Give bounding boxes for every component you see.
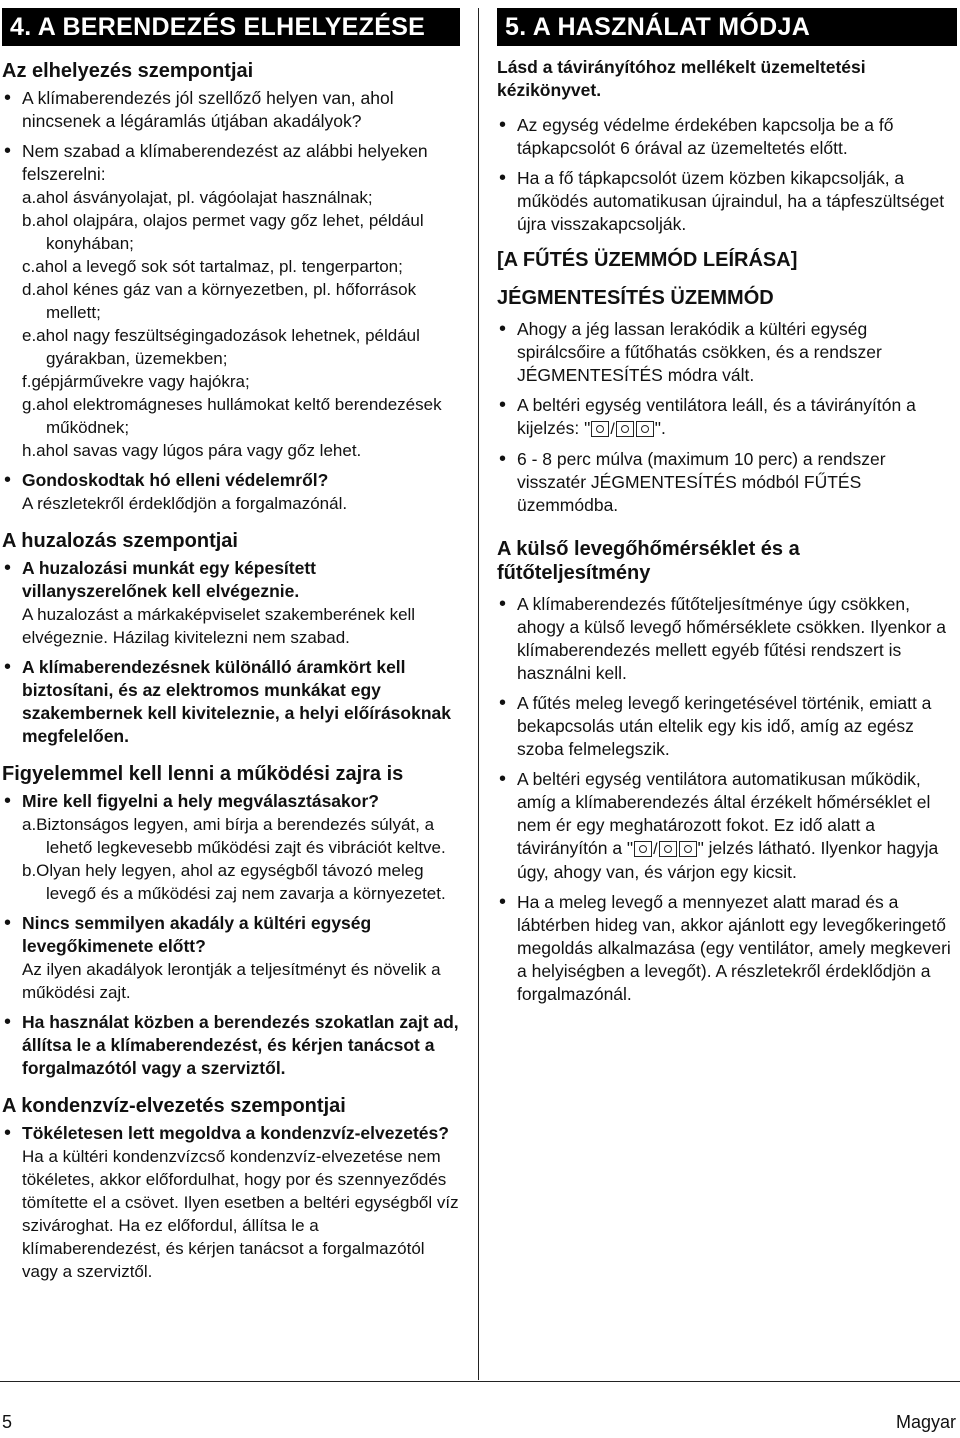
list-item: • Az egység védelme érdekében kapcsolja be a fő tápkapcsolót 6 órával az üzemeltetés előtt. xyxy=(497,114,957,160)
sublist-item: c.ahol a levegő sok sót tartalmaz, pl. tengerparton; xyxy=(22,257,403,276)
sublist-forbidden-places xyxy=(2,186,460,462)
heading-heating-mode: [A FŰTÉS ÜZEMMÓD LEÍRÁSA] xyxy=(497,249,798,271)
list-item: • Ahogy a jég lassan lerakódik a kültéri egység spirálcsőire a fűtőhatás csökken, és a rendszer JÉGMENTESÍTÉS módra vált. xyxy=(497,318,957,387)
page-footer xyxy=(0,1381,960,1438)
heading-placement-aspects: Az elhelyezés szempontjai xyxy=(2,60,254,82)
drainage-list xyxy=(2,1122,460,1283)
sublist-item: a.ahol ásványolajat, pl. vágóolajat használnak; xyxy=(22,188,373,207)
defrost-list xyxy=(497,318,957,517)
sublist-item: e.ahol nagy feszültségingadozások lehetnek, például gyárakban, üzemekben; xyxy=(22,326,420,368)
usage-lead: Lásd a távirányítóhoz mellékelt üzemeltetési kézikönyvet. xyxy=(497,57,866,100)
right-column xyxy=(497,8,957,1013)
outdoor-list xyxy=(497,593,957,1006)
list-item: • Ha a meleg levegő a mennyezet alatt marad és a lábtérben hideg van, akkor ajánlott egy levegőkeringető megoldás alkalmazása (egy ventilátor, amely megkeveri a helyiségben a levegőt). A részletekről érdeklődjön a forgalmazónál. xyxy=(497,891,957,1006)
column-divider xyxy=(478,8,479,1380)
usage-list xyxy=(497,114,957,236)
sublist-item: d.ahol kénes gáz van a környezetben, pl. hőforrások mellett; xyxy=(22,280,417,322)
wiring-list xyxy=(2,557,460,748)
list-item: • A beltéri egység ventilátora automatikusan működik, amíg a klímaberendezés által érzékelt hőmérséklet el nem ér egy meghatározott fokot. Ez idő alatt a távirányítón a " / " jelzés látható. Ilyenkor hagyja úgy, ahogy van, és várjon egy kicsit. xyxy=(497,768,957,884)
heading-outdoor-temperature: A külső levegőhőmérséklet és a fűtőteljesítmény xyxy=(497,538,800,584)
fan-icon xyxy=(636,421,654,437)
list-item: • Ha használat közben a berendezés szokatlan zajt ad, állítsa le a klímaberendezést, és kérjen tanácsot a forgalmazótól vagy a szerviztől. xyxy=(2,1011,460,1080)
section-banner-placement: 4. A BERENDEZÉS ELHELYEZÉSE xyxy=(2,8,460,46)
list-item: • A huzalozási munkát egy képesített villanyszerelőnek kell elvégeznie. A huzalozást a márkaképviselet szakemberének kell elvégeznie. Házilag kivitelezni nem szabad. xyxy=(2,557,460,649)
sublist-item: a.Biztonságos legyen, ami bírja a berendezés súlyát, a lehető legkevesebb működési zajt és vibrációt keltve. xyxy=(22,815,446,857)
defrost-icon xyxy=(591,421,609,437)
sublist-item: b.ahol olajpára, olajos permet vagy gőz lehet, például konyhában; xyxy=(22,211,424,253)
sublist-item: f.gépjárművekre vagy hajókra; xyxy=(22,372,250,391)
heat-icon xyxy=(659,841,677,857)
footer-language: Magyar xyxy=(895,1412,956,1432)
list-item: • A klímaberendezés jól szellőző helyen van, ahol nincsenek a légáramlás útjában akadályok? xyxy=(2,87,460,133)
heading-defrost-mode: JÉGMENTESÍTÉS ÜZEMMÓD xyxy=(497,287,774,309)
list-item: • A klímaberendezésnek különálló áramkört kell biztosítani, és az elektromos munkákat egy szakembernek kell kiviteleznie, a helyi előírásoknak megfelelően. xyxy=(2,656,460,748)
section-banner-usage: 5. A HASZNÁLAT MÓDJA xyxy=(497,8,957,46)
list-item: • Nincs semmilyen akadály a kültéri egység levegőkimenete előtt? Az ilyen akadályok lerontják a teljesítményt és növelik a működési zajt. xyxy=(2,912,460,1004)
page-number: 5 xyxy=(2,1412,13,1432)
heading-wiring-aspects: A huzalozás szempontjai xyxy=(2,530,238,552)
left-column xyxy=(2,8,460,1290)
list-item: • Gondoskodtak hó elleni védelemről? A részletekről érdeklődjön a forgalmazónál. xyxy=(2,469,460,515)
sublist-location xyxy=(2,813,460,905)
list-item: • 6 - 8 perc múlva (maximum 10 perc) a rendszer visszatér JÉGMENTESÍTÉS módból FŰTÉS üzemmódba. xyxy=(497,448,957,517)
sublist-item: b.Olyan hely legyen, ahol az egységből távozó meleg levegő és a működési zaj nem zavarja a környezetet. xyxy=(22,861,446,903)
list-item: • Nem szabad a klímaberendezést az alábbi helyeken felszerelni: a.ahol ásványolajat, pl. vágóolajat használnak; b.ahol olajpára, olajos permet vagy gőz lehet, például konyhában; c.ahol a levegő sok sót tartalmaz, pl. tengerparton; d.ahol kénes gáz van a környezetben, pl. hőforrások mellett; e.ahol nagy feszültségingadozások lehetnek, például gyárakban, üzemekben; f.gépjárművekre vagy hajókra; g.ahol elektromágneses hullámokat keltő berendezések működnek; h.ahol savas vagy lúgos pára vagy gőz lehet. xyxy=(2,140,460,462)
defrost-icon xyxy=(634,841,652,857)
placement-list xyxy=(2,87,460,515)
list-item: • A klímaberendezés fűtőteljesítménye úgy csökken, ahogy a külső levegő hőmérséklete csökken. Ilyenkor a klímaberendezés mellett egyéb fűtési rendszert is használni kell. xyxy=(497,593,957,685)
list-item: • Tökéletesen lett megoldva a kondenzvíz-elvezetés? Ha a kültéri kondenzvízcső kondenzvíz-elvezetése nem tökéletes, akkor előfordulhat, hogy por és szennyeződés tömítette el a csövet. Ilyen esetben a beltéri egységből víz szivároghat. Ha ez előfordul, állítsa le a klímaberendezést, és kérjen tanácsot a forgalmazótól vagy a szerviztől. xyxy=(2,1122,460,1283)
heat-icon xyxy=(616,421,634,437)
list-item: • A beltéri egység ventilátora leáll, és a távirányítón a kijelzés: " / ". xyxy=(497,394,957,441)
list-item: • A fűtés meleg levegő keringetésével történik, emiatt a bekapcsolás után eltelik egy kis idő, amíg az egész szoba felmelegszik. xyxy=(497,692,957,761)
heading-noise: Figyelemmel kell lenni a működési zajra is xyxy=(2,763,404,785)
list-item: • Ha a fő tápkapcsolót üzem közben kikapcsolják, a működés automatikusan újraindul, ha a tápfeszültséget újra visszakapcsolják. xyxy=(497,167,957,236)
sublist-item: h.ahol savas vagy lúgos pára vagy gőz lehet. xyxy=(22,441,362,460)
list-item: • Mire kell figyelni a hely megválasztásakor? a.Biztonságos legyen, ami bírja a berendezés súlyát, a lehető legkevesebb működési zajt és vibrációt keltve. b.Olyan hely legyen, ahol az egységből távozó meleg levegő és a működési zaj nem zavarja a környezetet. xyxy=(2,790,460,905)
noise-list xyxy=(2,790,460,1080)
heading-drainage: A kondenzvíz-elvezetés szempontjai xyxy=(2,1095,346,1117)
sublist-item: g.ahol elektromágneses hullámokat keltő berendezések működnek; xyxy=(22,395,442,437)
fan-icon xyxy=(679,841,697,857)
